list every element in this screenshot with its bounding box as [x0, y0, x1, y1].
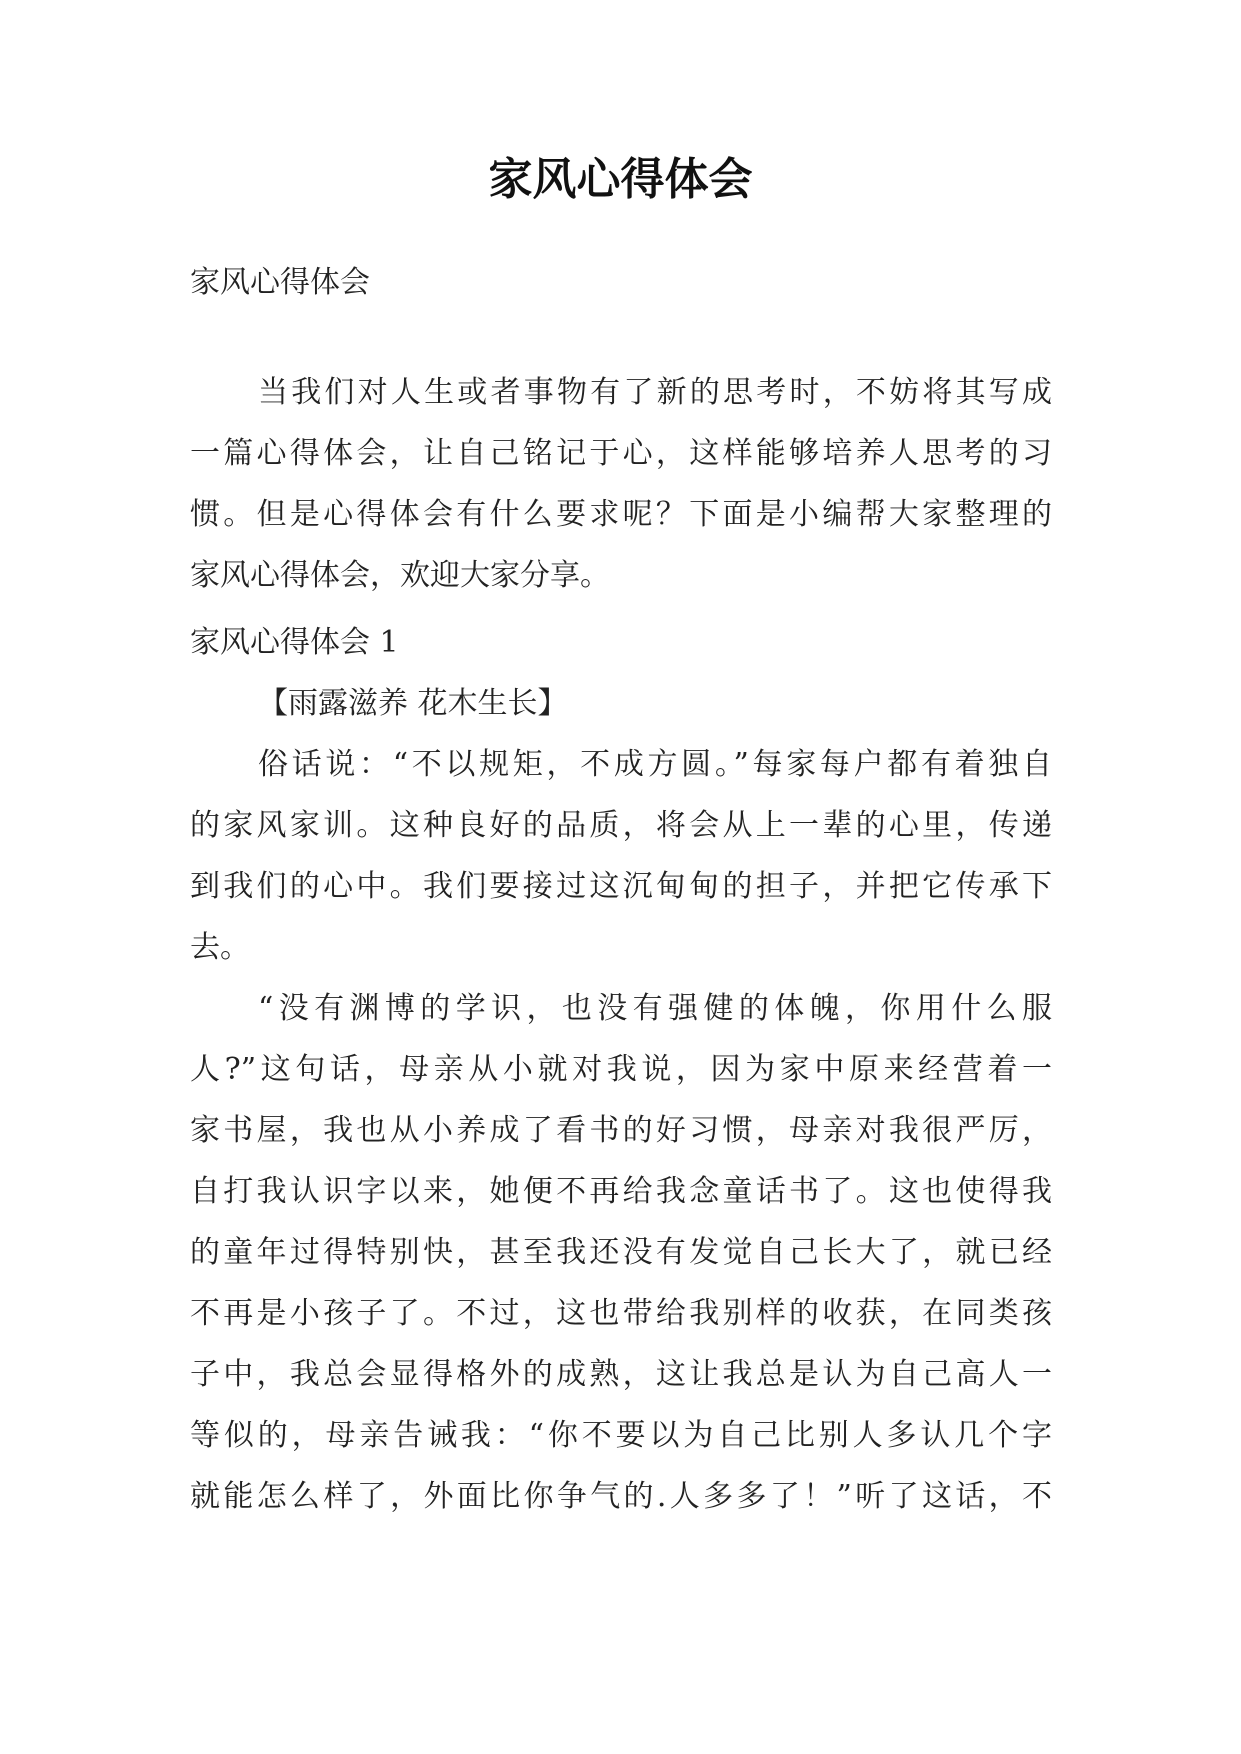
paragraph-1 — [190, 734, 1052, 978]
paragraph-line: 到我们的心中。我们要接过这沉甸甸的担子，并把它传承下 — [190, 869, 1052, 904]
intro-line: 一篇心得体会，让自己铭记于心，这样能够培养人思考的习 — [190, 436, 1052, 471]
section-subtitle: 【雨露滋养 花木生长】 — [258, 686, 568, 721]
intro-line: 家风心得体会，欢迎大家分享。 — [190, 558, 610, 593]
intro-line: 惯。但是心得体会有什么要求呢？下面是小编帮大家整理的 — [190, 497, 1052, 532]
intro-line: 当我们对人生或者事物有了新的思考时，不妨将其写成 — [258, 375, 1052, 410]
paragraph-line: 就能怎么样了，外面比你争气的.人多多了！”听了这话，不 — [190, 1479, 1052, 1514]
paragraph-line: 的童年过得特别快，甚至我还没有发觉自己长大了，就已经 — [190, 1235, 1052, 1270]
paragraph-line: 子中，我总会显得格外的成熟，这让我总是认为自己高人一 — [190, 1357, 1052, 1392]
paragraph-line: 等似的，母亲告诫我：“你不要以为自己比别人多认几个字 — [190, 1418, 1052, 1453]
paragraph-line: 不再是小孩子了。不过，这也带给我别样的收获，在同类孩 — [190, 1296, 1052, 1331]
paragraph-line: 自打我认识字以来，她便不再给我念童话书了。这也使得我 — [190, 1174, 1052, 1209]
intro-paragraph — [190, 362, 1052, 606]
section-heading: 家风心得体会 1 — [190, 625, 399, 660]
document-subtitle: 家风心得体会 — [190, 265, 370, 300]
paragraph-line: 人?”这句话，母亲从小就对我说，因为家中原来经营着一 — [190, 1052, 1052, 1087]
paragraph-line: 去。 — [190, 930, 250, 965]
paragraph-2 — [190, 978, 1052, 1527]
paragraph-line: 俗话说：“不以规矩，不成方圆。”每家每户都有着独自 — [258, 747, 1052, 782]
paragraph-line: 的家风家训。这种良好的品质，将会从上一辈的心里，传递 — [190, 808, 1052, 843]
paragraph-line: 家书屋，我也从小养成了看书的好习惯，母亲对我很严厉， — [190, 1113, 1052, 1148]
paragraph-line: “没有渊博的学识，也没有强健的体魄，你用什么服 — [258, 991, 1052, 1026]
document-title: 家风心得体会 — [488, 154, 753, 205]
